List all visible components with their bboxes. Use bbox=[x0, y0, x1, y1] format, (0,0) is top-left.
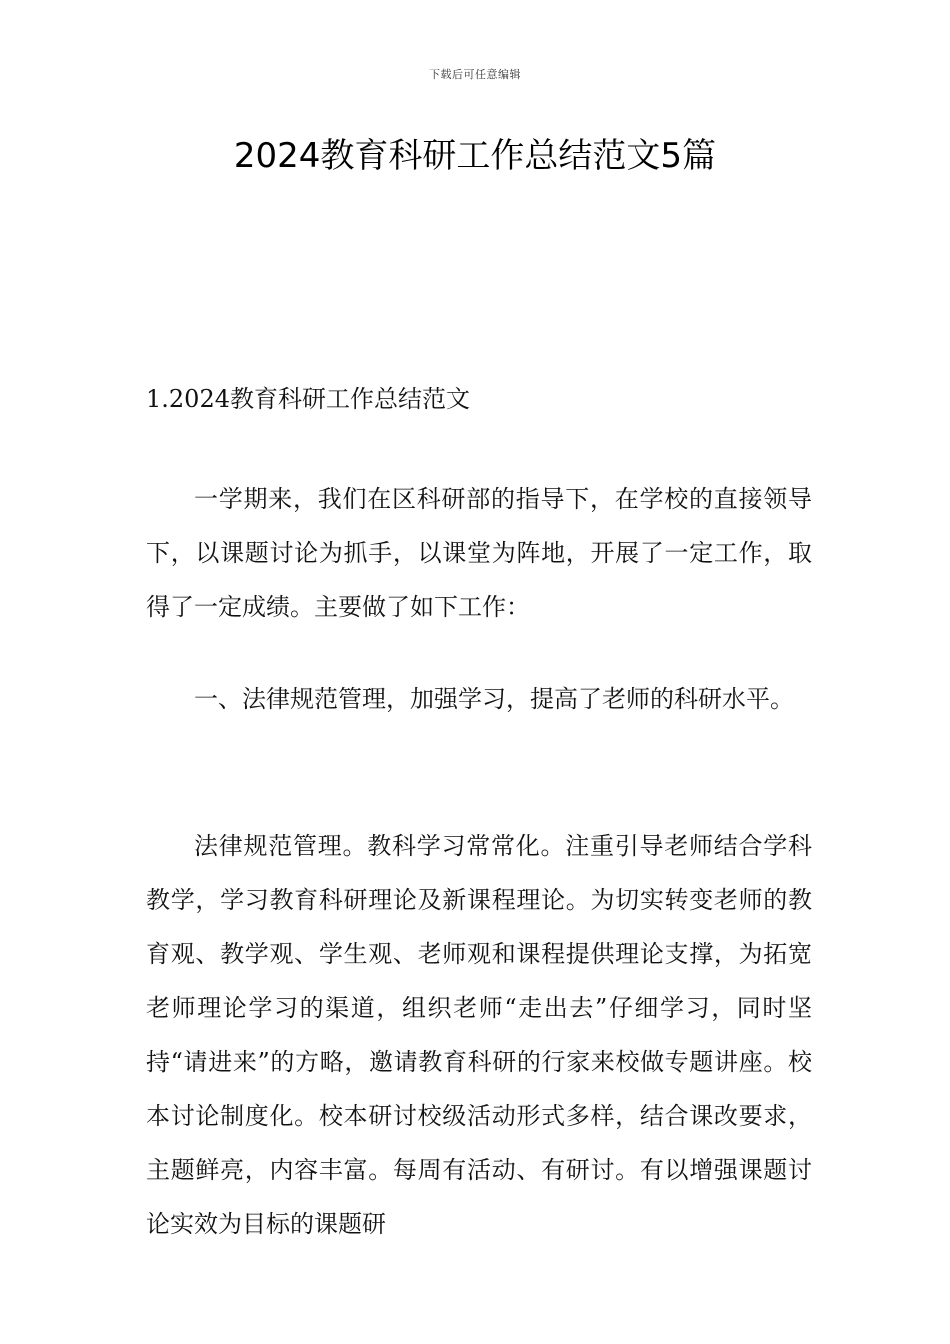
body-paragraph: 法律规范管理。教科学习常常化。注重引导老师结合学科教学，学习教育科研理论及新课程理论。为切实转变老师的教育观、教学观、学生观、老师观和课程提供理论支撑，为拓宽老师理论学习的渠道，组织老师“走出去”仔细学习，同时坚持“请进来”的方略，邀请教育科研的行家来校做专题讲座。校本讨论制度化。校本研讨校级活动形式多样，结合课改要求，主题鲜亮，内容丰富。每周有活动、有研讨。有以增强课题讨论实效为目标的课题研 bbox=[146, 832, 812, 1238]
page-header-note: 下载后可任意编辑 bbox=[429, 68, 521, 81]
body-paragraph: 一学期来，我们在区科研部的指导下，在学校的直接领导下，以课题讨论为抓手，以课堂为阵地，开展了一定工作，取得了一定成绩。主要做了如下工作： bbox=[146, 485, 812, 621]
body-paragraph: 一、法律规范管理，加强学习，提高了老师的科研水平。 bbox=[194, 685, 794, 713]
section-heading: 1.2024教育科研工作总结范文 bbox=[146, 385, 470, 413]
document-title: 2024教育科研工作总结范文5篇 bbox=[233, 136, 717, 176]
